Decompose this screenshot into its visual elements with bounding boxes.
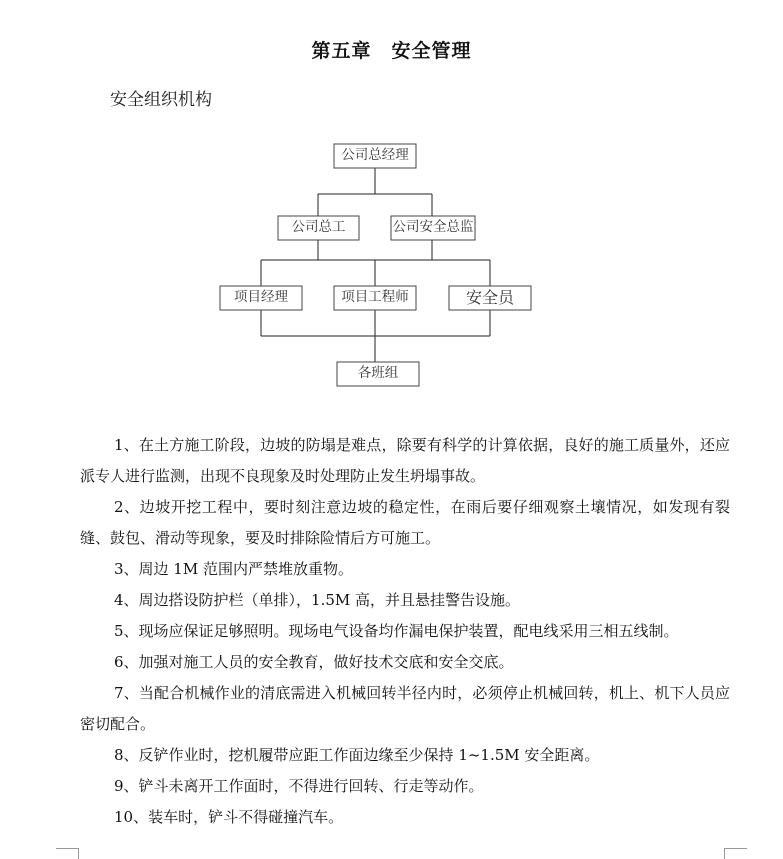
label-safety-director: 公司安全总监: [392, 219, 474, 235]
rule-item: 2、边坡开挖工程中，要时刻注意边坡的稳定性，在雨后要仔细观察土壤情况，如发现有裂缝、鼓包、滑动等现象，要及时排除险情后方可施工。: [80, 498, 730, 547]
label-work-teams: 各班组: [357, 365, 399, 381]
rule-item: 3、周边 1M 范围内严禁堆放重物。: [114, 560, 353, 578]
rule-item: 6、加强对施工人员的安全教育，做好技术交底和安全交底。: [114, 653, 514, 671]
chapter-title: 第五章 安全管理: [311, 40, 472, 62]
rule-item: 9、铲斗未离开工作面时，不得进行回转、行走等动作。: [114, 777, 484, 795]
rule-item: 4、周边搭设防护栏（单排），1.5M 高，并且悬挂警告设施。: [114, 591, 521, 609]
section-title: 安全组织机构: [110, 90, 212, 110]
label-general-manager: 公司总经理: [341, 147, 409, 163]
label-project-manager: 项目经理: [234, 289, 288, 305]
safety-rules-list: [80, 430, 730, 833]
org-chart-connectors: [261, 168, 490, 362]
page-corner-mark-left: [56, 848, 79, 859]
label-chief-engineer: 公司总工: [291, 219, 346, 235]
label-project-engineer: 项目工程师: [341, 289, 409, 305]
page-corner-mark-right: [724, 848, 747, 859]
org-chart: [0, 0, 783, 420]
rule-item: 5、现场应保证足够照明。现场电气设备均作漏电保护装置，配电线采用三相五线制。: [114, 622, 679, 640]
rule-item: 7、当配合机械作业的清底需进入机械回转半径内时，必须停止机械回转，机上、机下人员应密切配合。: [80, 684, 730, 733]
rule-item: 1、在土方施工阶段，边坡的防塌是难点，除要有科学的计算依据，良好的施工质量外，还应派专人进行监测，出现不良现象及时处理防止发生坍塌事故。: [80, 436, 730, 485]
rule-item: 8、反铲作业时，挖机履带应距工作面边缘至少保持 1~1.5M 安全距离。: [114, 746, 600, 764]
label-safety-officer: 安全员: [465, 288, 514, 307]
rule-item: 10、装车时，铲斗不得碰撞汽车。: [114, 808, 344, 826]
